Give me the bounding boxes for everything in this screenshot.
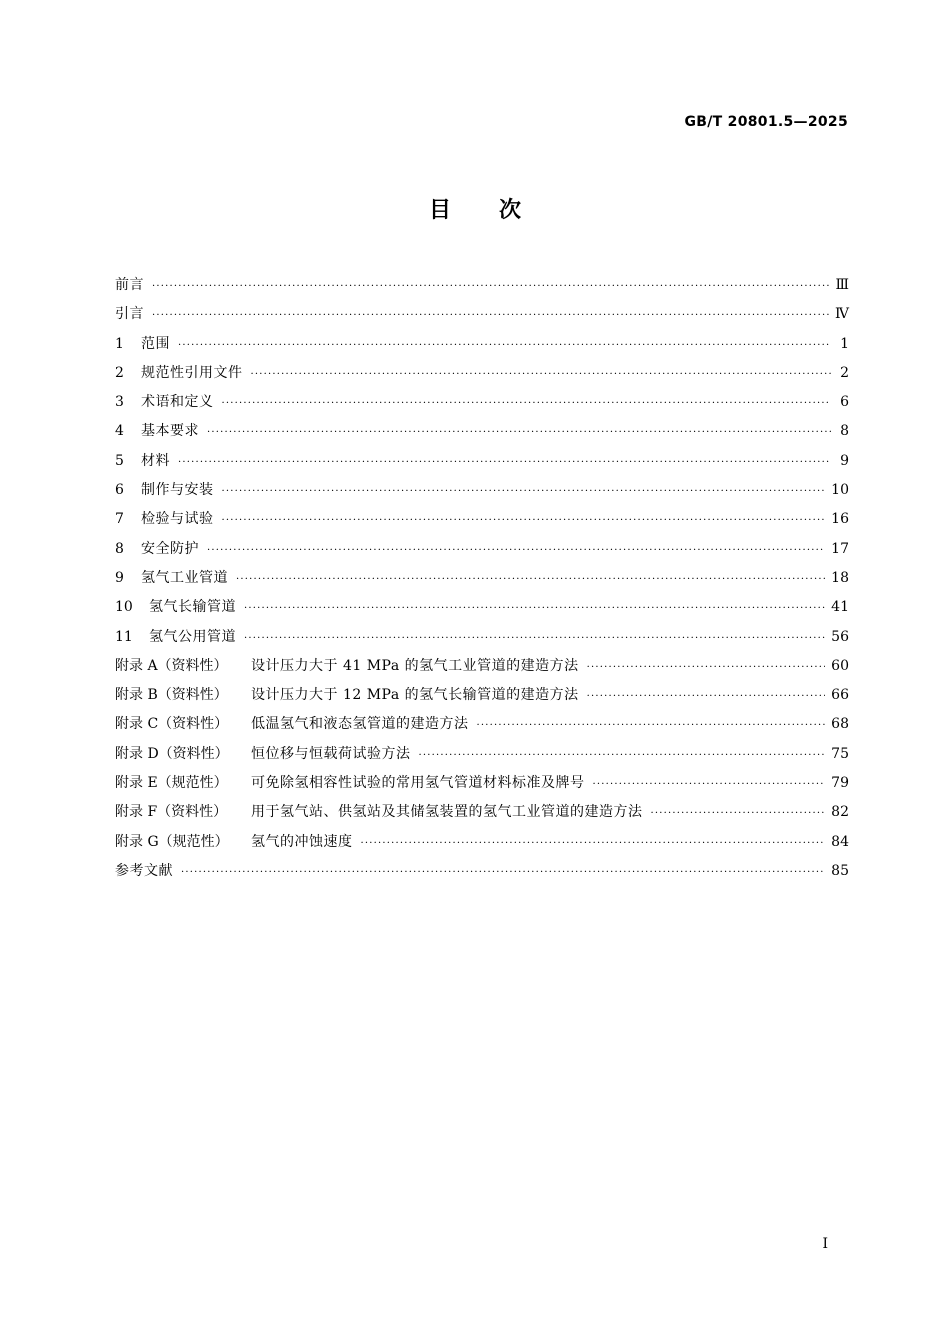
toc-entry[interactable] (115, 740, 849, 769)
toc-entry-number: 附录 D（资料性） (115, 745, 229, 762)
toc-entry-label: 规范性引用文件 (141, 364, 243, 381)
toc-entry-number: 附录 B（资料性） (115, 687, 228, 704)
toc-entry-label: 参考文献 (115, 862, 173, 879)
toc-entry-page: 18 (831, 569, 849, 586)
toc-entry[interactable] (115, 476, 849, 505)
toc-entry[interactable] (115, 857, 849, 886)
toc-entry-page: Ⅲ (835, 277, 849, 293)
toc-entry-label: 检验与试验 (141, 511, 214, 528)
toc-entry-page: 85 (831, 862, 849, 879)
table-of-contents (115, 271, 849, 886)
toc-entry[interactable] (115, 535, 849, 564)
toc-entry-number: 11 (115, 628, 133, 645)
toc-entry[interactable] (115, 798, 849, 827)
toc-entry-number: 7 (115, 511, 124, 528)
standard-number: GB/T 20801.5—2025 (684, 114, 848, 130)
toc-entry-label: 恒位移与恒载荷试验方法 (251, 745, 411, 762)
toc-leader-dots (651, 798, 826, 828)
toc-leader-dots (181, 857, 825, 887)
page-title-part1: 目 (428, 198, 451, 223)
page-title-part2: 次 (499, 198, 522, 223)
toc-entry-page: 2 (840, 364, 849, 381)
toc-entry-number: 附录 G（规范性） (115, 833, 229, 850)
toc-entry-number: 附录 C（资料性） (115, 716, 229, 733)
toc-entry[interactable] (115, 388, 849, 417)
toc-entry[interactable] (115, 769, 849, 798)
toc-entry-label: 设计压力大于 41 MPa 的氢气工业管道的建造方法 (251, 657, 579, 674)
toc-entry-page: 75 (831, 745, 849, 762)
toc-entry[interactable] (115, 417, 849, 446)
toc-leader-dots (419, 740, 826, 770)
toc-leader-dots (222, 476, 826, 506)
toc-entry-page: 6 (840, 394, 849, 411)
toc-entry-page: 10 (831, 482, 849, 499)
toc-entry-label: 安全防护 (141, 540, 199, 557)
toc-leader-dots (152, 300, 829, 330)
toc-leader-dots (178, 330, 831, 360)
toc-entry-label: 术语和定义 (141, 394, 214, 411)
toc-entry-number: 10 (115, 599, 133, 616)
toc-leader-dots (222, 388, 832, 418)
toc-entry-label: 可免除氢相容性试验的常用氢气管道材料标准及牌号 (251, 775, 585, 792)
toc-entry-label: 氢气的冲蚀速度 (251, 833, 353, 850)
toc-entry[interactable] (115, 593, 849, 622)
toc-entry[interactable] (115, 505, 849, 534)
toc-entry[interactable] (115, 359, 849, 388)
toc-entry[interactable] (115, 623, 849, 652)
toc-entry-label: 氢气长输管道 (149, 599, 236, 616)
toc-entry[interactable] (115, 330, 849, 359)
toc-entry-number: 9 (115, 569, 124, 586)
toc-entry-page: 79 (831, 775, 849, 792)
toc-entry-page: 82 (831, 804, 849, 821)
toc-leader-dots (587, 652, 826, 682)
page-title (0, 193, 950, 224)
toc-entry-page: 84 (831, 833, 849, 850)
toc-entry-label: 氢气工业管道 (141, 569, 228, 586)
toc-entry-label: 制作与安装 (141, 482, 214, 499)
toc-entry-number: 1 (115, 335, 124, 352)
toc-entry-number: 5 (115, 452, 124, 469)
toc-entry-page: 17 (831, 540, 849, 557)
toc-leader-dots (222, 505, 826, 535)
toc-entry-page: 56 (831, 628, 849, 645)
toc-entry[interactable] (115, 828, 849, 857)
toc-entry-label: 低温氢气和液态氢管道的建造方法 (251, 716, 469, 733)
toc-entry-number: 2 (115, 364, 124, 381)
toc-entry-number: 附录 A（资料性） (115, 657, 228, 674)
toc-leader-dots (244, 623, 825, 653)
toc-entry[interactable] (115, 652, 849, 681)
toc-leader-dots (251, 359, 832, 389)
toc-entry-label: 引言 (115, 306, 144, 323)
toc-entry-label: 设计压力大于 12 MPa 的氢气长输管道的建造方法 (251, 687, 579, 704)
page-number: Ⅰ (822, 1236, 828, 1252)
toc-entry-number: 6 (115, 482, 124, 499)
toc-entry-page: 60 (831, 657, 849, 674)
toc-entry-label: 范围 (141, 335, 170, 352)
toc-entry[interactable] (115, 710, 849, 739)
toc-entry[interactable] (115, 681, 849, 710)
toc-entry[interactable] (115, 564, 849, 593)
toc-leader-dots (361, 828, 826, 858)
toc-entry-page: 1 (840, 335, 849, 352)
toc-entry-page: Ⅳ (835, 306, 849, 323)
toc-leader-dots (244, 593, 825, 623)
toc-entry[interactable] (115, 271, 849, 300)
toc-entry-page: 68 (831, 716, 849, 733)
toc-entry-label: 用于氢气站、供氢站及其储氢装置的氢气工业管道的建造方法 (251, 804, 643, 821)
toc-entry-page: 9 (840, 452, 849, 469)
toc-entry-label: 材料 (141, 452, 170, 469)
toc-leader-dots (207, 535, 825, 565)
toc-entry-number: 附录 F（资料性） (115, 804, 228, 821)
toc-entry-page: 66 (831, 687, 849, 704)
toc-entry-number: 3 (115, 394, 124, 411)
toc-entry-label: 基本要求 (141, 423, 199, 440)
toc-leader-dots (236, 564, 825, 594)
toc-entry-number: 附录 E（规范性） (115, 775, 228, 792)
toc-entry-label: 前言 (115, 277, 144, 293)
toc-entry-page: 41 (831, 599, 849, 616)
toc-entry-number: 8 (115, 540, 124, 557)
toc-entry-page: 16 (831, 511, 849, 528)
toc-leader-dots (593, 769, 826, 799)
toc-leader-dots (587, 681, 826, 711)
toc-entry-number: 4 (115, 423, 124, 440)
toc-entry-page: 8 (840, 423, 849, 440)
toc-entry[interactable] (115, 447, 849, 476)
toc-entry[interactable] (115, 300, 849, 329)
toc-entry-label: 氢气公用管道 (149, 628, 236, 645)
toc-leader-dots (207, 417, 831, 447)
toc-leader-dots (178, 447, 831, 477)
toc-leader-dots (152, 271, 829, 301)
toc-leader-dots (477, 710, 826, 740)
